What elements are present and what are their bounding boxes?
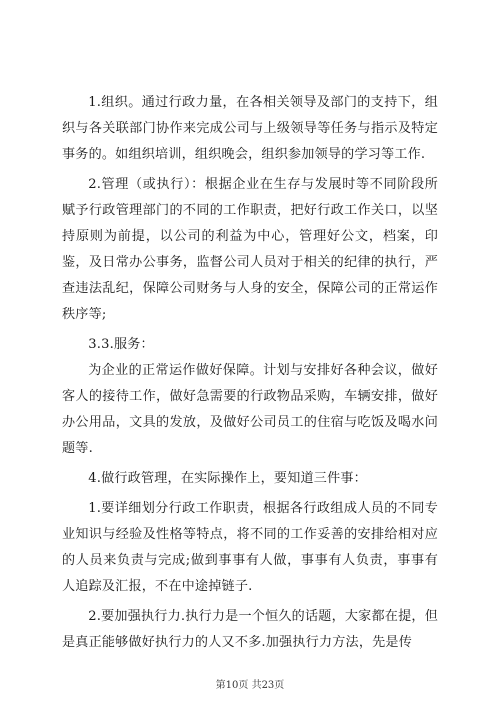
paragraph-manage: 2.管理（或执行）：根据企业在生存与发展时等不同阶段所赋予行政管理部门的不同的工作职责，把好行政工作关口，以坚持原则为前提，以公司的利益为中心，管理好公文，档案，印鉴，及日常办公事务，监督公司人员对于相关的纪律的执行，严查违法乱纪，保障公司财务与人身的安全，保障公司的正常运作秩序等; xyxy=(62,177,438,322)
paragraph-service-heading: 3.3.服务： xyxy=(88,337,154,352)
document-body xyxy=(62,90,438,656)
paragraph-organize: 1.组织。通过行政力量，在各相关领导及部门的支持下，组织与各关联部门协作来完成公司与上级领导等任务与指示及特定事务的。如组织培训，组织晚会，组织参加领导的学习等工作. xyxy=(62,95,438,162)
page-footer: 第10页 共23页 xyxy=(215,680,285,691)
paragraph-three-things: 4.做行政管理，在实际操作上，要知道三件事： xyxy=(88,471,367,486)
paragraph-service: 为企业的正常运作做好保障。计划与安排好各种会议，做好客人的接待工作，做好急需要的行政物品采购，车辆安排，做好办公用品，文具的发放，及做好公司员工的住宿与吃饭及喝水问题等. xyxy=(62,363,438,456)
paragraph-duties: 1.要详细划分行政工作职责，根据各行政组成人员的不同专业知识与经验及性格等特点，将不同的工作妥善的安排给相对应的人员来负责与完成;做到事事有人做，事事有人负责，事事有人追踪及汇报，不在中途掉链子. xyxy=(62,501,438,594)
paragraph-execution: 2.要加强执行力.执行力是一个恒久的话题，大家都在提，但是真正能够做好执行力的人又不多.加强执行力方法，先是传 xyxy=(62,609,438,650)
